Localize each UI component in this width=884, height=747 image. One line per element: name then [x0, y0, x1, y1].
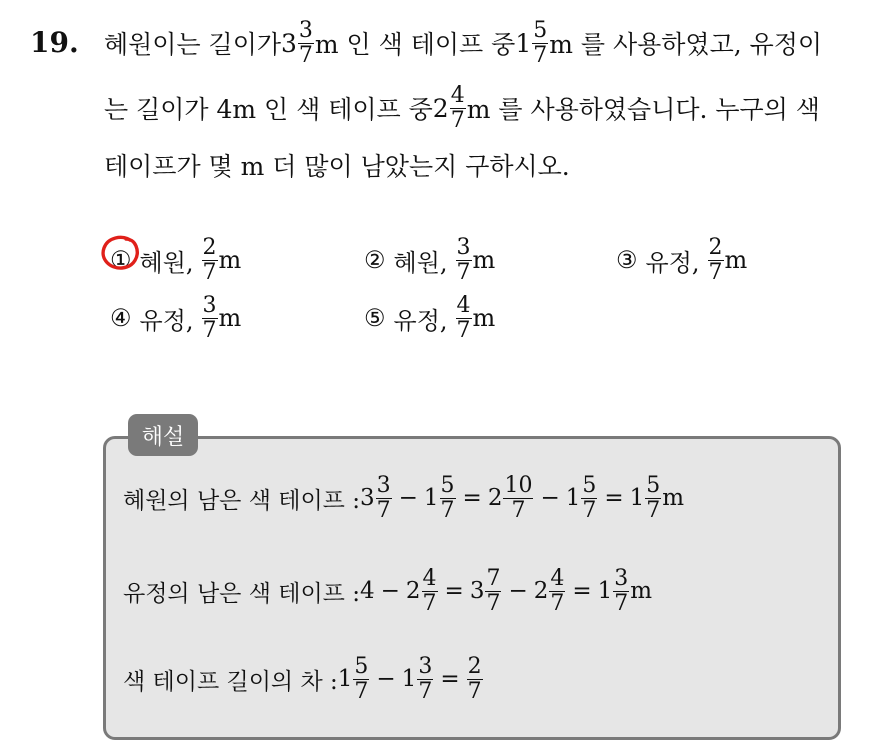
- numerator: 7: [486, 565, 501, 591]
- numerator: 5: [646, 472, 661, 498]
- whole-part: 1: [423, 485, 439, 511]
- denominator: 7: [354, 678, 369, 704]
- numerator: 3: [614, 565, 629, 591]
- operator: −: [508, 578, 528, 604]
- fraction: [456, 236, 472, 285]
- numerator: 4: [422, 565, 437, 591]
- whole-part: 2: [487, 485, 503, 511]
- denominator: 7: [708, 259, 723, 285]
- fraction: [532, 19, 548, 68]
- unit: m: [724, 246, 748, 274]
- denominator: 7: [456, 259, 471, 285]
- numerator: 5: [354, 653, 369, 679]
- numerator: 4: [456, 292, 471, 318]
- question-line-3: [104, 140, 570, 190]
- numerator: 3: [376, 472, 391, 498]
- fraction: [503, 474, 533, 523]
- question-line-2: [104, 83, 820, 133]
- fraction: [549, 567, 565, 616]
- operator: −: [380, 578, 400, 604]
- unit: m: [662, 485, 685, 511]
- numerator: 2: [202, 234, 217, 260]
- whole-part: 3: [359, 485, 375, 511]
- fraction: [353, 655, 369, 704]
- numerator: 10: [504, 472, 533, 498]
- denominator: 7: [467, 678, 482, 704]
- denominator: 7: [550, 590, 565, 616]
- mixed-number: [338, 655, 371, 704]
- solution-label: 색 테이프 길이의 차 :: [123, 668, 338, 695]
- numerator: 2: [467, 653, 482, 679]
- fraction: [202, 236, 218, 285]
- mixed-number: [470, 567, 503, 616]
- denominator: 7: [418, 678, 433, 704]
- fraction: [376, 474, 392, 523]
- numerator: 3: [418, 653, 433, 679]
- numerator: 2: [708, 234, 723, 260]
- solution-line-2: [123, 563, 652, 619]
- fraction: [485, 567, 501, 616]
- denominator: 7: [456, 317, 471, 343]
- fraction: [422, 567, 438, 616]
- whole-part: 2: [432, 93, 449, 123]
- denominator: 7: [298, 42, 313, 68]
- operator: =: [444, 578, 464, 604]
- question-text: 는 길이가 4m 인 색 테이프 중: [104, 95, 433, 124]
- mixed-number: [598, 567, 631, 616]
- question-text: m 를 사용하였고, 유정이: [549, 30, 823, 59]
- choice-name: 유정,: [645, 248, 700, 277]
- solution-badge: 해설: [128, 414, 198, 456]
- solution-line-1: [123, 470, 684, 526]
- whole-part: 3: [469, 578, 485, 604]
- mixed-number: [630, 474, 663, 523]
- choice-name: 혜원,: [393, 248, 448, 277]
- unit: m: [472, 304, 496, 332]
- mixed-number: [281, 19, 315, 68]
- choice-1[interactable]: [110, 230, 241, 290]
- choice-4[interactable]: [110, 288, 241, 348]
- numerator: 5: [440, 472, 455, 498]
- operator: =: [462, 485, 482, 511]
- question-text: 혜원이는 길이가: [104, 30, 281, 59]
- fraction: [613, 567, 629, 616]
- fraction: [645, 474, 661, 523]
- denominator: 7: [486, 590, 501, 616]
- question-text: m 인 색 테이프 중: [314, 30, 516, 59]
- whole-part: 1: [565, 485, 581, 511]
- fraction: [467, 655, 483, 704]
- choice-name: 유정,: [139, 306, 194, 335]
- question-number: 19.: [30, 26, 79, 59]
- question-line-1: [104, 18, 822, 68]
- whole-part: 3: [281, 28, 297, 58]
- mixed-number: [534, 567, 567, 616]
- unit: m: [218, 246, 242, 274]
- numerator: 4: [450, 82, 465, 108]
- operator: =: [572, 578, 592, 604]
- mixed-number: [360, 474, 393, 523]
- question-text: 테이프가 몇 m 더 많이 남았는지 구하시오.: [104, 152, 570, 181]
- operator: −: [376, 666, 396, 692]
- choice-2[interactable]: [364, 230, 495, 290]
- numerator: 3: [202, 292, 217, 318]
- operator: −: [540, 485, 560, 511]
- unit: m: [218, 304, 242, 332]
- fraction: [298, 19, 314, 68]
- whole-part: 1: [401, 666, 417, 692]
- whole-part: 1: [515, 28, 532, 58]
- fraction: [440, 474, 456, 523]
- whole-number: 4: [359, 578, 375, 604]
- operator: =: [604, 485, 624, 511]
- denominator: 7: [533, 42, 548, 68]
- mixed-number: [424, 474, 457, 523]
- choice-name: 혜원,: [139, 248, 194, 277]
- mixed-number: [515, 19, 549, 68]
- fraction: [417, 655, 433, 704]
- whole-part: 2: [533, 578, 549, 604]
- choice-marker: ②: [364, 246, 386, 274]
- mixed-number: [433, 84, 467, 133]
- denominator: 7: [422, 590, 437, 616]
- mixed-number: [406, 567, 439, 616]
- question-text: m 를 사용하였습니다. 누구의 색: [466, 95, 820, 124]
- fraction: [708, 236, 724, 285]
- denominator: 7: [202, 259, 217, 285]
- unit: m: [472, 246, 496, 274]
- choice-name: 유정,: [393, 306, 448, 335]
- operator: −: [398, 485, 418, 511]
- whole-part: 2: [405, 578, 421, 604]
- numerator: 3: [456, 234, 471, 260]
- fraction: [202, 294, 218, 343]
- denominator: 7: [376, 497, 391, 523]
- solution-line-3: [123, 651, 484, 707]
- denominator: 7: [646, 497, 661, 523]
- fraction: [456, 294, 472, 343]
- choice-5[interactable]: [364, 288, 495, 348]
- denominator: 7: [511, 497, 526, 523]
- numerator: 5: [533, 17, 548, 43]
- operator: =: [440, 666, 460, 692]
- numerator: 3: [298, 17, 313, 43]
- choice-marker: ④: [110, 304, 132, 332]
- whole-part: 1: [597, 578, 613, 604]
- choice-marker: ⑤: [364, 304, 386, 332]
- fraction: [450, 84, 466, 133]
- denominator: 7: [440, 497, 455, 523]
- denominator: 7: [450, 107, 465, 133]
- denominator: 7: [614, 590, 629, 616]
- whole-part: 1: [629, 485, 645, 511]
- numerator: 5: [582, 472, 597, 498]
- fraction: [581, 474, 597, 523]
- mixed-number: [566, 474, 599, 523]
- mixed-number: [488, 474, 535, 523]
- solution-label: 유정의 남은 색 테이프 :: [123, 580, 360, 607]
- denominator: 7: [202, 317, 217, 343]
- whole-part: 1: [337, 666, 353, 692]
- choice-3[interactable]: [616, 230, 747, 290]
- choice-marker: ①: [110, 246, 132, 274]
- mixed-number: [402, 655, 435, 704]
- denominator: 7: [582, 497, 597, 523]
- numerator: 4: [550, 565, 565, 591]
- solution-label: 혜원의 남은 색 테이프 :: [123, 487, 360, 514]
- unit: m: [630, 578, 653, 604]
- choice-marker: ③: [616, 246, 638, 274]
